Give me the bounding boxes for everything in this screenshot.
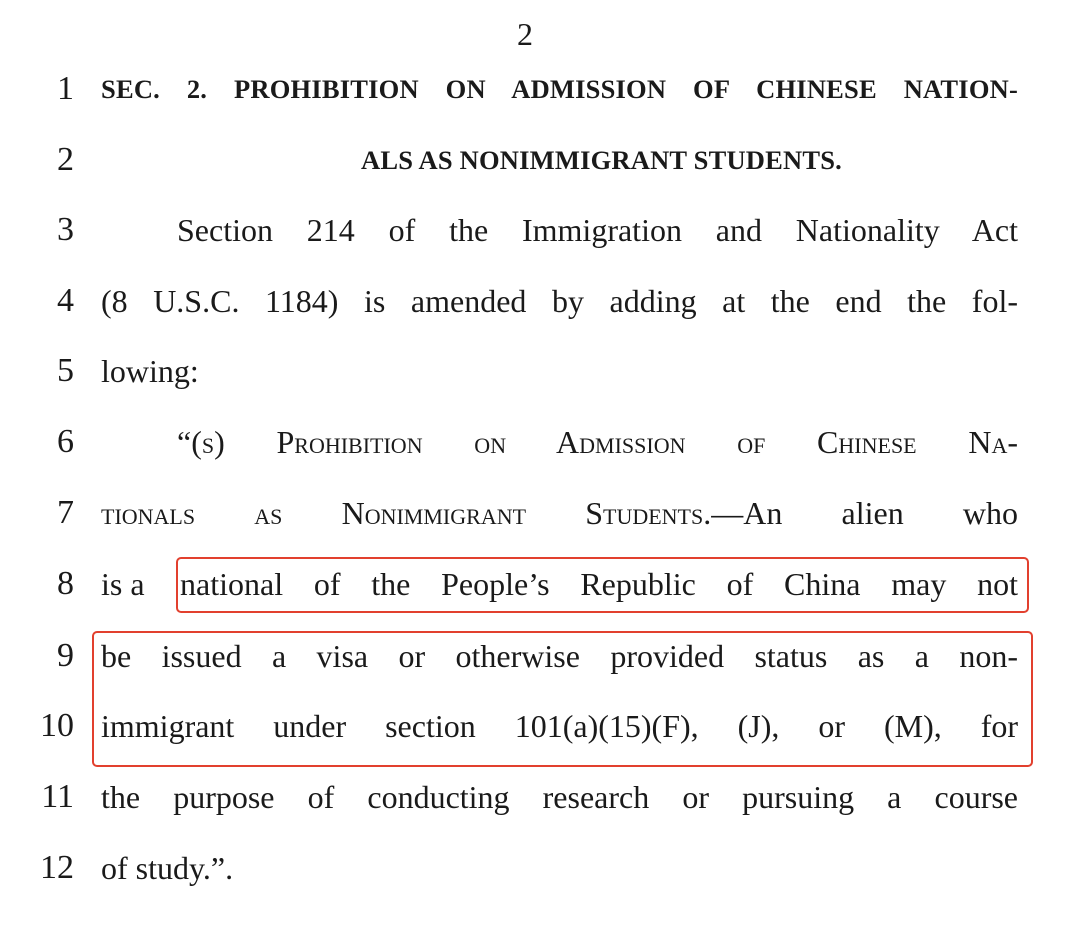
highlighted-text: be issued a visa or otherwise provided status as a non- — [101, 638, 1018, 674]
body-text: (8 U.S.C. 1184) is amended by adding at the end the fol- — [101, 283, 1018, 319]
section-heading: SEC. 2. PROHIBITION ON ADMISSION OF CHINESE NATION- — [101, 74, 1018, 104]
line-number: 6 — [57, 423, 74, 460]
line-number: 4 — [57, 282, 74, 319]
subsection-heading-continued: tionals as Nonimmigrant Students. — [101, 495, 712, 531]
section-heading-continued: ALS AS NONIMMIGRANT STUDENTS. — [361, 145, 842, 175]
line-number: 3 — [57, 211, 74, 248]
subsection-heading: “(s) Prohibition on Admission of Chinese Na- — [177, 424, 1018, 460]
line-number: 1 — [57, 70, 74, 107]
line-number: 2 — [57, 141, 74, 178]
highlight-box-line-8 — [176, 557, 1029, 613]
line-number: 7 — [57, 494, 74, 531]
body-text-prefix: is a — [101, 566, 145, 602]
text-line — [0, 271, 1080, 331]
line-number: 8 — [57, 565, 74, 602]
text-line — [0, 412, 1080, 472]
page-number: 2 — [517, 16, 533, 52]
text-line — [0, 838, 1080, 898]
text-line — [0, 59, 1080, 119]
body-text: of study.”. — [101, 850, 234, 886]
line-number: 11 — [41, 778, 74, 815]
body-text: lowing: — [101, 353, 199, 389]
line-number: 10 — [40, 707, 74, 744]
text-line — [0, 130, 1080, 190]
highlighted-text: immigrant under section 101(a)(15)(F), (J), or (M), for — [101, 708, 1018, 744]
body-text — [101, 483, 1018, 543]
highlight-box-lines-9-10 — [92, 631, 1033, 767]
highlighted-text: national of the People’s Republic of China may not — [180, 566, 1018, 602]
text-line — [0, 767, 1080, 827]
text-line — [0, 483, 1080, 543]
text-line — [0, 341, 1080, 401]
text-line — [0, 200, 1080, 260]
line-number: 9 — [57, 637, 74, 674]
body-text: Section 214 of the Immigration and Nationality Act — [177, 212, 1018, 248]
line-number: 12 — [40, 849, 74, 886]
body-text-segment: —An alien who — [711, 495, 1019, 531]
body-text: the purpose of conducting research or pursuing a course — [101, 779, 1018, 815]
line-number: 5 — [57, 352, 74, 389]
